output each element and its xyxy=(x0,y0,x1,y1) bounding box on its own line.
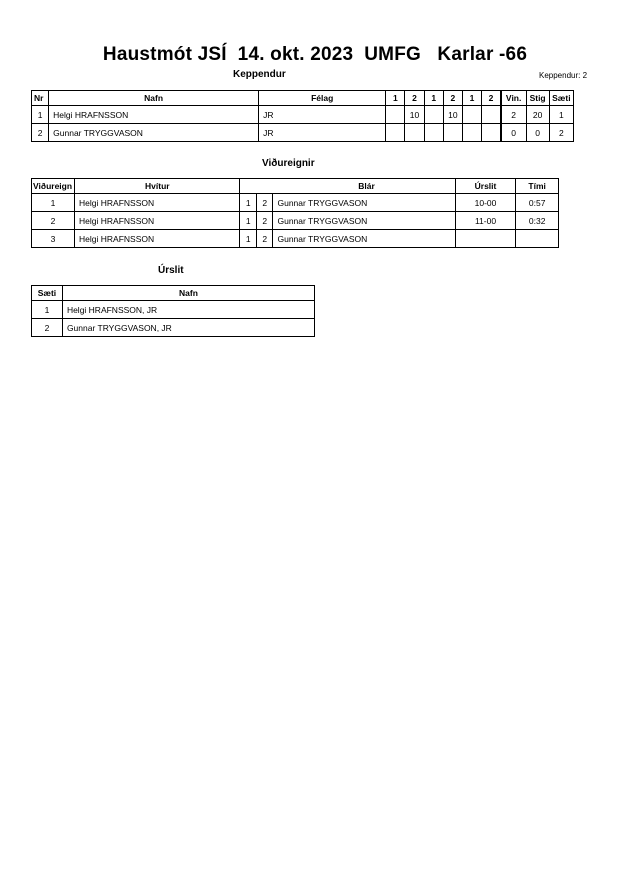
cell-urslit: 10-00 xyxy=(455,194,516,212)
keppendur-table xyxy=(31,90,574,142)
table-row xyxy=(32,106,574,124)
cell-vin: 2 xyxy=(501,106,526,124)
cell-score xyxy=(462,124,481,142)
cell-b: 2 xyxy=(256,212,273,230)
cell-score: 10 xyxy=(405,106,424,124)
cell-score xyxy=(462,106,481,124)
urslit-header-row xyxy=(32,286,315,301)
col-header: Félag xyxy=(259,91,386,106)
cell-saeti: 2 xyxy=(549,124,573,142)
col-header: Tími xyxy=(516,179,559,194)
col-header: 2 xyxy=(405,91,424,106)
vidureignir-table xyxy=(31,178,559,248)
cell-nafn: Helgi HRAFNSSON, JR xyxy=(62,301,314,319)
cell-score: 10 xyxy=(443,106,462,124)
cell-b: 2 xyxy=(256,194,273,212)
cell-score xyxy=(386,124,405,142)
cell-nafn: Gunnar TRYGGVASON, JR xyxy=(62,319,314,337)
vidureignir-header-row xyxy=(32,179,559,194)
col-header: Nr xyxy=(32,91,49,106)
cell-blar: Gunnar TRYGGVASON xyxy=(273,212,455,230)
cell-stig: 0 xyxy=(526,124,549,142)
cell-hvitur: Helgi HRAFNSSON xyxy=(75,230,240,248)
table-row xyxy=(32,194,559,212)
col-header: Úrslit xyxy=(455,179,516,194)
col-header: 2 xyxy=(482,91,501,106)
cell-timi: 0:57 xyxy=(516,194,559,212)
cell-blar: Gunnar TRYGGVASON xyxy=(273,194,455,212)
col-header: Blár xyxy=(240,179,455,194)
cell-nr: 1 xyxy=(32,194,75,212)
cell-saeti: 1 xyxy=(32,301,63,319)
col-header: Stig xyxy=(526,91,549,106)
cell-score xyxy=(443,124,462,142)
col-header: Nafn xyxy=(49,91,259,106)
cell-nr: 3 xyxy=(32,230,75,248)
cell-score xyxy=(424,124,443,142)
table-row xyxy=(32,212,559,230)
table-row xyxy=(32,230,559,248)
col-header: 1 xyxy=(424,91,443,106)
cell-score xyxy=(386,106,405,124)
cell-vin: 0 xyxy=(501,124,526,142)
cell-stig: 20 xyxy=(526,106,549,124)
cell-score xyxy=(405,124,424,142)
cell-blar: Gunnar TRYGGVASON xyxy=(273,230,455,248)
cell-score xyxy=(424,106,443,124)
cell-nr: 2 xyxy=(32,124,49,142)
table-row xyxy=(32,319,315,337)
table-row xyxy=(32,124,574,142)
cell-saeti: 1 xyxy=(549,106,573,124)
cell-nr: 2 xyxy=(32,212,75,230)
table-row xyxy=(32,301,315,319)
cell-felag: JR xyxy=(259,106,386,124)
cell-saeti: 2 xyxy=(32,319,63,337)
cell-nr: 1 xyxy=(32,106,49,124)
vidureignir-heading: Viðureignir xyxy=(262,158,315,169)
cell-a: 1 xyxy=(240,230,257,248)
cell-score xyxy=(482,124,501,142)
cell-score xyxy=(482,106,501,124)
col-header: 2 xyxy=(443,91,462,106)
urslit-table xyxy=(31,285,315,337)
cell-felag: JR xyxy=(259,124,386,142)
col-header: Sæti xyxy=(32,286,63,301)
cell-hvitur: Helgi HRAFNSSON xyxy=(75,194,240,212)
page-title: Haustmót JSÍ 14. okt. 2023 UMFG Karlar -66 xyxy=(102,44,528,65)
col-header: 1 xyxy=(386,91,405,106)
cell-timi xyxy=(516,230,559,248)
col-header: Vin. xyxy=(501,91,526,106)
cell-nafn: Gunnar TRYGGVASON xyxy=(49,124,259,142)
urslit-heading: Úrslit xyxy=(158,265,184,276)
col-header: Nafn xyxy=(62,286,314,301)
keppendur-heading: Keppendur xyxy=(233,69,286,80)
col-header: Viðureign xyxy=(32,179,75,194)
col-header: Sæti xyxy=(549,91,573,106)
cell-nafn: Helgi HRAFNSSON xyxy=(49,106,259,124)
cell-hvitur: Helgi HRAFNSSON xyxy=(75,212,240,230)
cell-timi: 0:32 xyxy=(516,212,559,230)
cell-a: 1 xyxy=(240,212,257,230)
cell-a: 1 xyxy=(240,194,257,212)
cell-urslit: 11-00 xyxy=(455,212,516,230)
cell-b: 2 xyxy=(256,230,273,248)
cell-urslit xyxy=(455,230,516,248)
keppendur-header-row xyxy=(32,91,574,106)
col-header: Hvítur xyxy=(75,179,240,194)
col-header: 1 xyxy=(462,91,481,106)
keppendur-count: Keppendur: 2 xyxy=(539,71,588,80)
